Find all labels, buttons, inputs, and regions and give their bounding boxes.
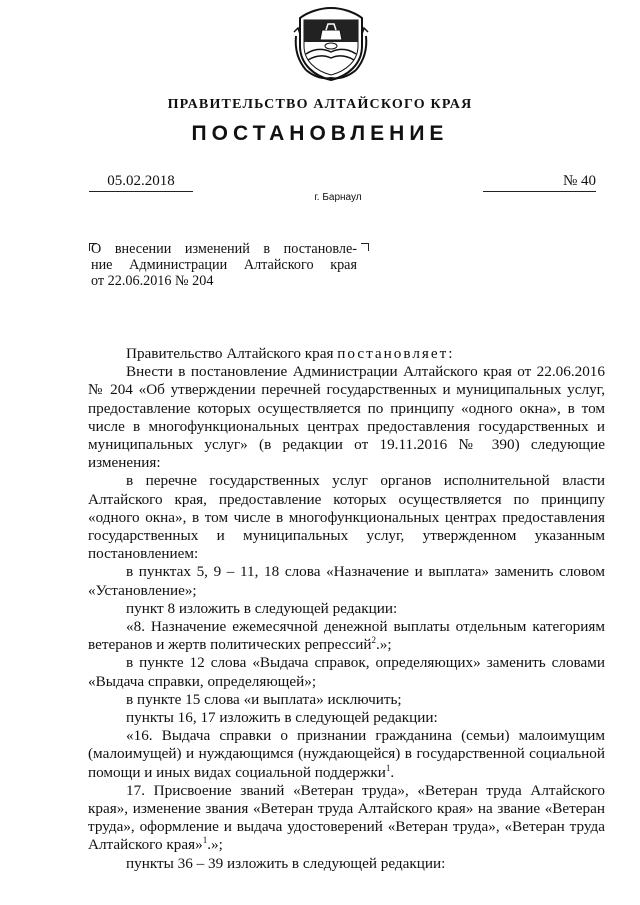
paragraph-text: .	[390, 763, 395, 781]
paragraph: в пункте 12 слова «Выдача справок, определяющих» заменить словами «Выдача справки, определяющей»;	[88, 654, 605, 690]
paragraph-text: .»;	[375, 636, 392, 654]
footnote-mark: 2	[371, 635, 376, 646]
coat-of-arms-emblem	[292, 6, 370, 82]
paragraph: Внести в постановление Администрации Алтайского края от 22.06.2016 № 204 «Об утверждении перечней государственных и муниципальных услуг, предоставление которых осуществляется по принципу «одного окна», в том числе в многофункциональных центрах предоставления государственных и муниципальных услуг» (в редакции от 19.11.2016 № 390) следующие изменения:	[88, 363, 605, 472]
subject-line: ние Администрации Алтайского края	[91, 257, 357, 273]
subject-line: от 22.06.2016 № 204	[91, 273, 214, 289]
document-type: ПОСТАНОВЛЕНИЕ	[191, 122, 449, 145]
paragraph-text: Правительство Алтайского края	[126, 345, 338, 362]
paragraph: в пункте 15 слова «и выплата» исключить;	[126, 690, 402, 708]
paragraph-text: .»;	[207, 836, 223, 854]
paragraph: пункты 16, 17 изложить в следующей редакции:	[126, 709, 438, 727]
subject-line: О внесении изменений в постановле-	[91, 241, 357, 257]
paragraph: пункт 8 изложить в следующей редакции:	[126, 599, 398, 617]
paragraph	[88, 345, 605, 363]
paragraph: пункты 36 – 39 изложить в следующей редакции:	[126, 854, 446, 872]
footnote-mark: 1	[385, 762, 391, 773]
paragraph-text: 17. Присвоение званий «Ветеран труда», «Ветеран труда Алтайского края», изменение звания «Ветеран труда Алтайского края» на звание «Ветеран труда», оформление и выдача удостоверений «Ветеран труда», «Ветеран труда Алтайского края»	[88, 781, 605, 854]
decree-number: № 40	[483, 172, 596, 192]
decree-body	[88, 345, 605, 873]
resolution-word: постановляет:	[337, 345, 455, 362]
paragraph	[88, 782, 605, 855]
paragraph-text: «8. Назначение ежемесячной денежной выплаты отдельным категориям ветеранов и жертв политических репрессий	[88, 618, 605, 654]
paragraph	[88, 727, 605, 782]
city-name: г. Барнаул	[314, 192, 362, 203]
paragraph: в перечне государственных услуг органов исполнительной власти Алтайского края, предоставление которых осуществляется по принципу «одного окна», в том числе в многофункциональных центрах предоставления государственных и муниципальных услуг, утвержденном указанным постановлением:	[88, 472, 605, 563]
subject-corner-right	[361, 243, 369, 251]
government-name: ПРАВИТЕЛЬСТВО АЛТАЙСКОГО КРАЯ	[167, 97, 473, 112]
paragraph	[88, 618, 605, 654]
decree-date: 05.02.2018	[89, 172, 193, 192]
paragraph-text: «16. Выдача справки о признании гражданина (семьи) малоимущим (малоимущей) и нуждающимся (нуждающейся) в государственной социальной помощи и иных видах социальной поддержки	[88, 727, 605, 781]
decree-subject	[91, 241, 357, 289]
footnote-mark: 1	[202, 835, 208, 846]
paragraph: в пунктах 5, 9 – 11, 18 слова «Назначение и выплата» заменить словом «Установление»;	[88, 563, 605, 599]
